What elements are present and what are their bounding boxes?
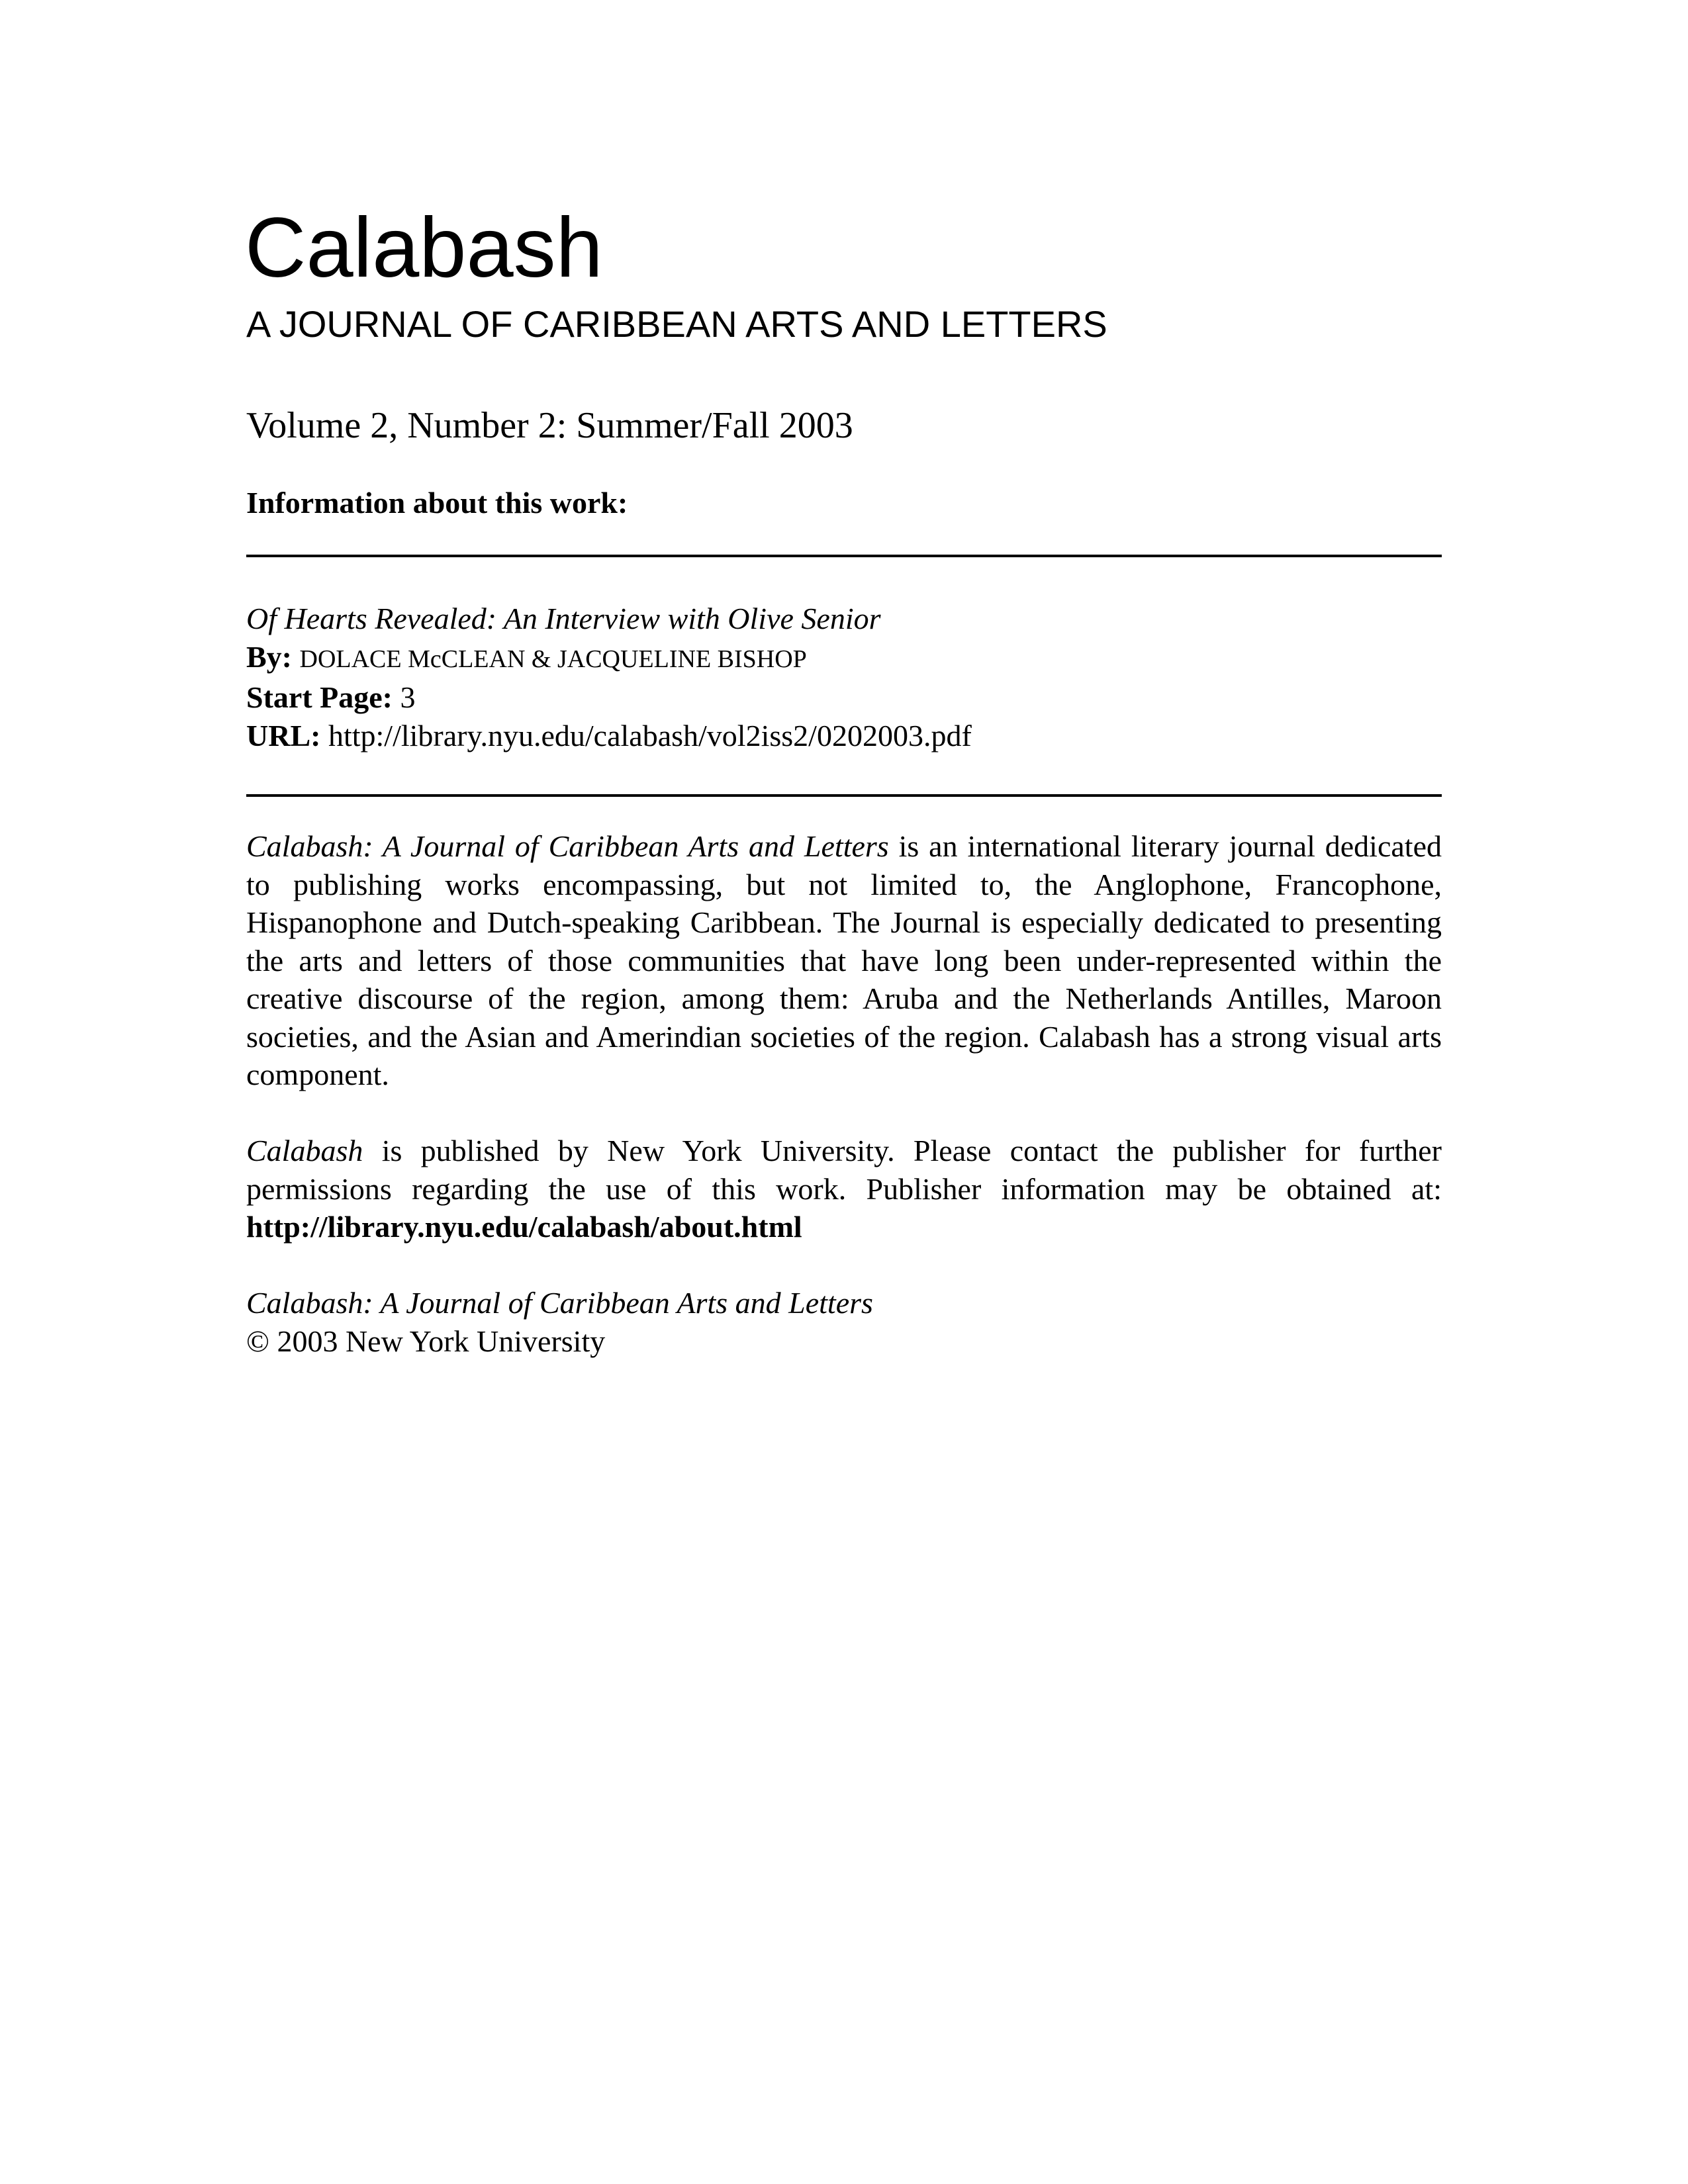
journal-title: Calabash	[245, 201, 603, 295]
start-page-line	[246, 678, 1442, 717]
copyright-notice: © 2003 New York University	[246, 1324, 606, 1358]
url-label: URL:	[246, 719, 321, 752]
top-divider	[246, 555, 1442, 557]
work-url[interactable]: http://library.nyu.edu/calabash/vol2iss2/0202003.pdf	[328, 719, 972, 752]
article-title: Of Hearts Revealed: An Interview with Olive Senior	[246, 602, 881, 635]
description-text: is an international literary journal dedicated to publishing works encompassing, but not limited to, the Anglophone, Francophone, Hispanophone and Dutch-speaking Caribbean. The Journal is especially dedicated to presenting the arts and letters of those communities that have long been under-represented within the creative discourse of the region, among them: Aruba and the Netherlands Antilles, Maroon societies, and the Asian and Amerindian societies of the region. Calabash has a strong visual arts component.	[246, 829, 1442, 1091]
bottom-divider	[246, 794, 1442, 797]
info-heading: Information about this work:	[246, 486, 628, 520]
publisher-text: is published by New York University. Please contact the publisher for further permissions regarding the use of this work. Publisher information may be obtained at:	[246, 1134, 1442, 1206]
start-page-label: Start Page:	[246, 680, 393, 714]
start-page-value: 3	[400, 680, 416, 714]
journal-description	[246, 827, 1442, 1094]
publisher-journal-name: Calabash	[246, 1134, 363, 1167]
description-journal-title: Calabash: A Journal of Caribbean Arts and Letters	[246, 829, 889, 863]
authors: DOLACE McCLEAN & JACQUELINE BISHOP	[299, 645, 807, 673]
work-details	[246, 600, 1442, 755]
by-label: By:	[246, 640, 292, 674]
footer	[246, 1284, 1442, 1361]
url-line	[246, 717, 1442, 755]
publisher-url[interactable]: http://library.nyu.edu/calabash/about.html	[246, 1210, 802, 1244]
byline	[246, 638, 1442, 678]
journal-subtitle: A JOURNAL OF CARIBBEAN ARTS AND LETTERS	[246, 303, 1107, 345]
footer-journal-title: Calabash: A Journal of Caribbean Arts and Letters	[246, 1286, 873, 1320]
publisher-info	[246, 1132, 1442, 1246]
volume-issue: Volume 2, Number 2: Summer/Fall 2003	[246, 405, 853, 446]
